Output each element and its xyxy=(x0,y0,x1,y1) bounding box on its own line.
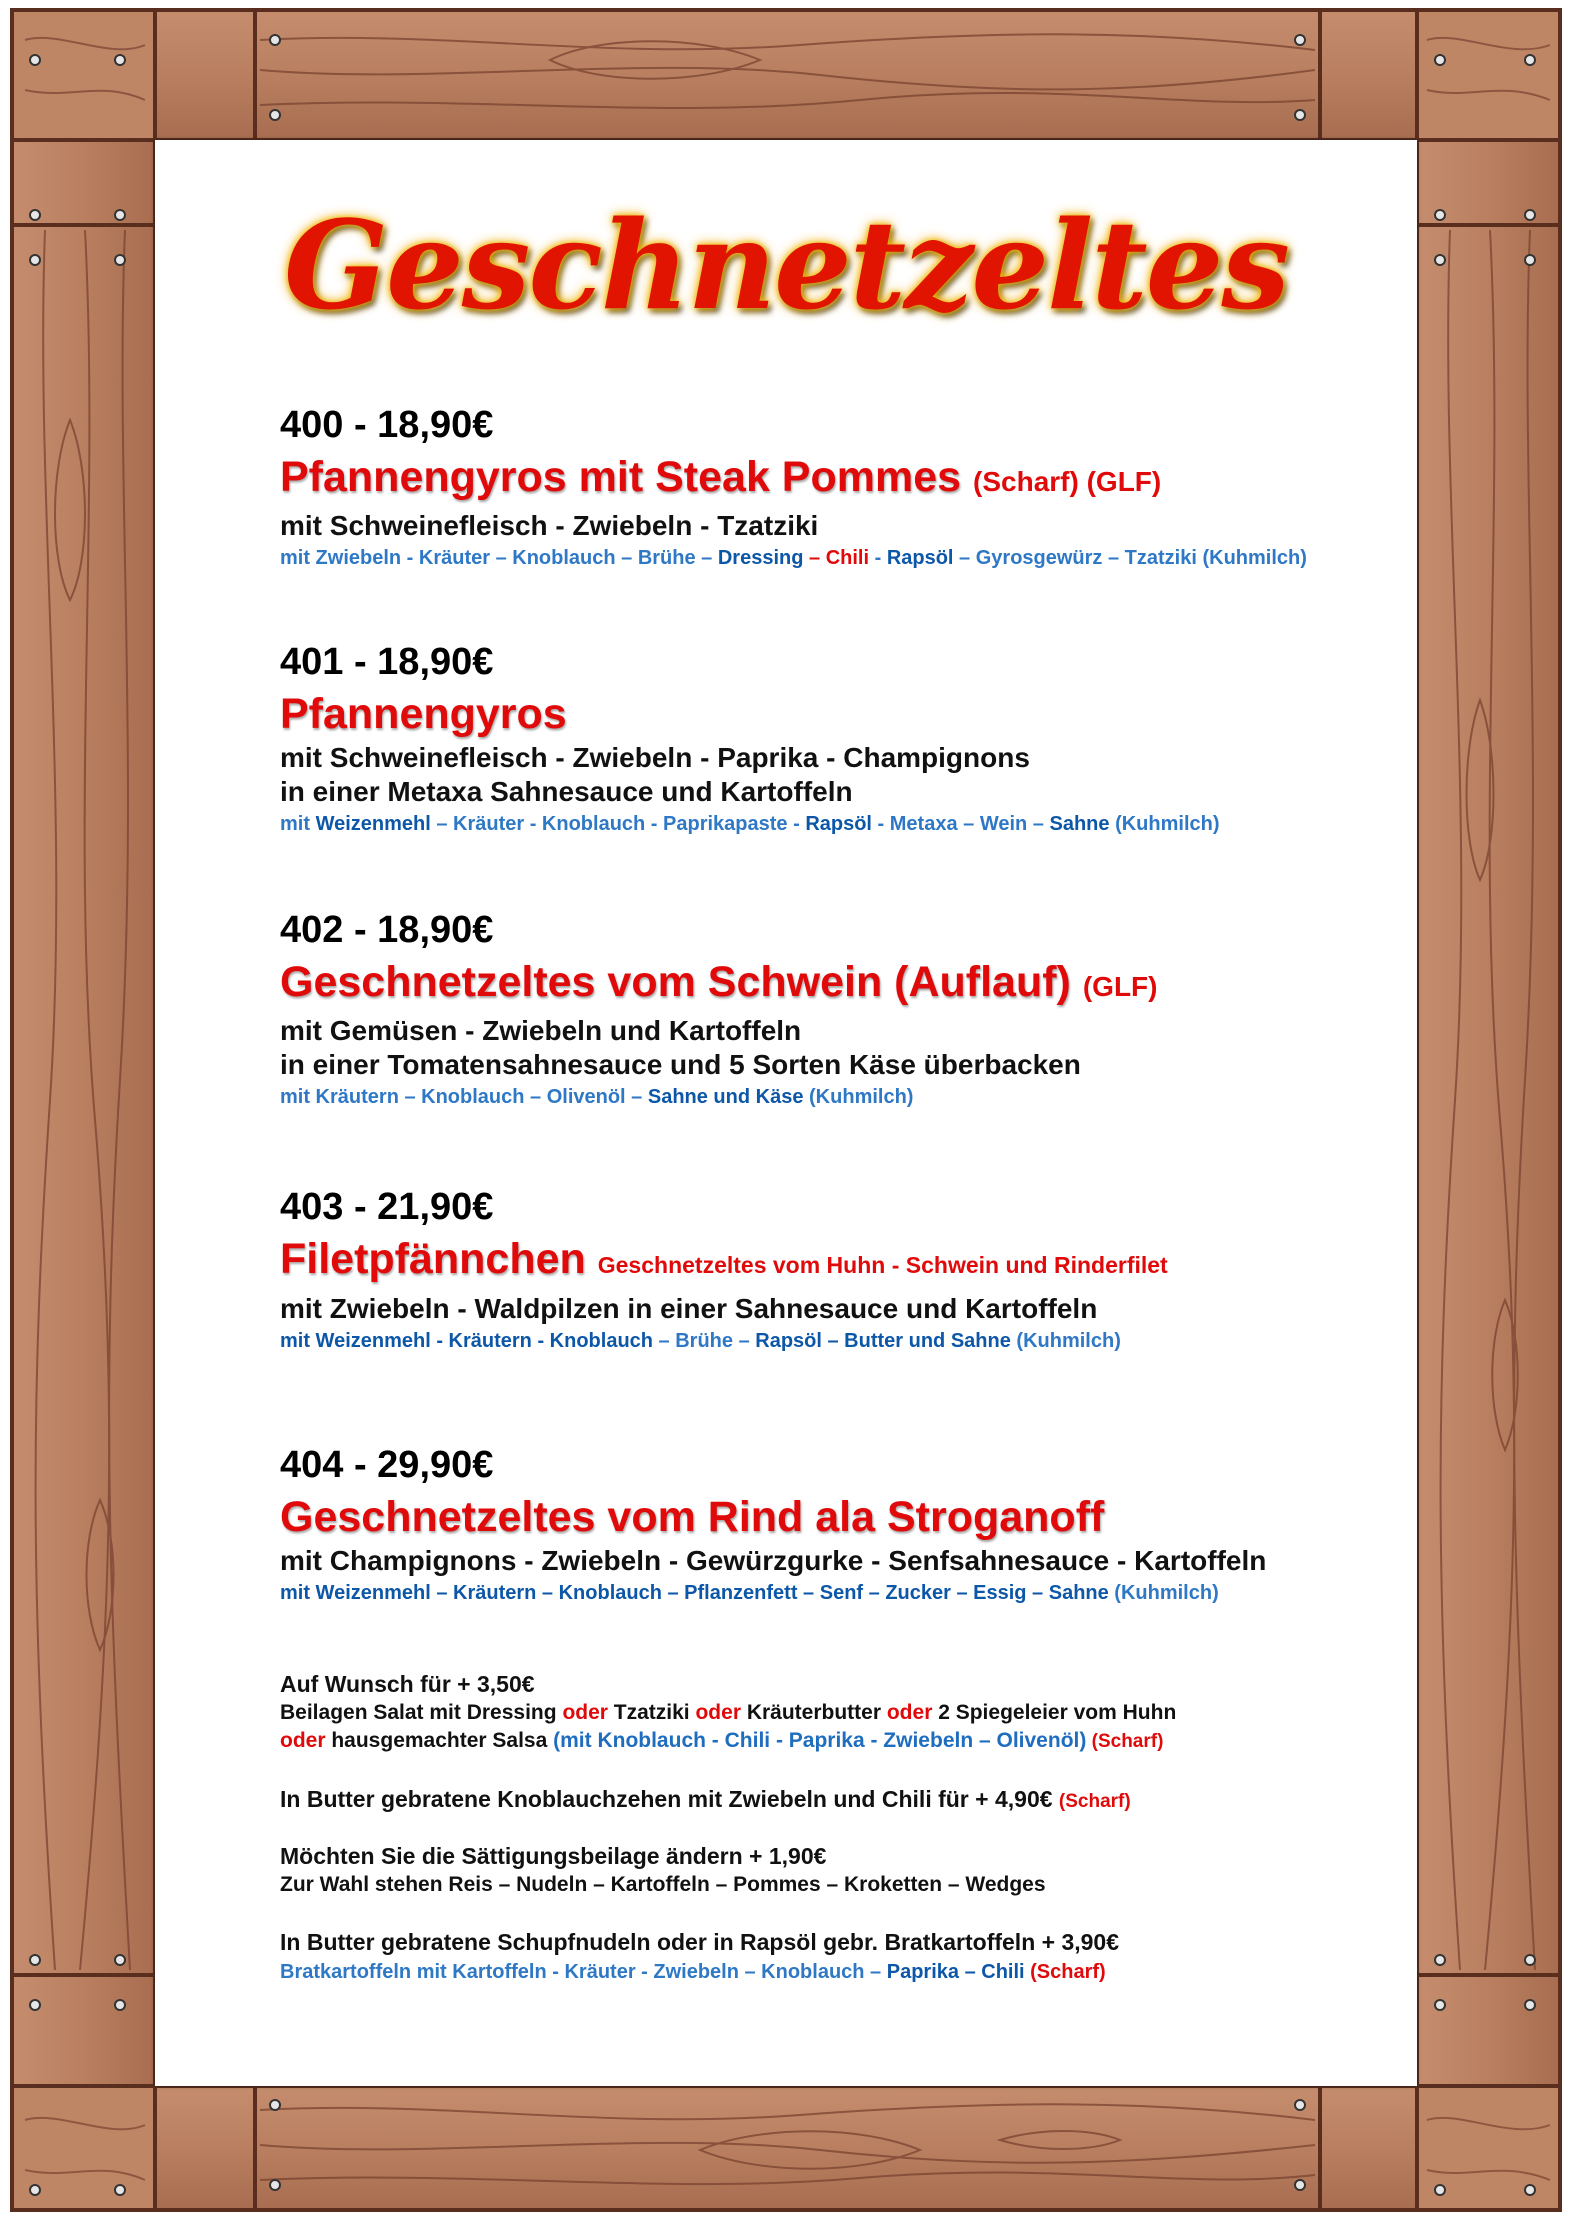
dish-description: mit Schweinefleisch - Zwiebeln - Paprika - Champignons xyxy=(280,742,1030,773)
extra-line: Zur Wahl stehen Reis – Nudeln – Kartoffeln – Pommes – Kroketten – Wedges xyxy=(280,1873,1046,1896)
dish-description: mit Gemüsen - Zwiebeln und Kartoffeln xyxy=(280,1015,802,1046)
dish-number-price: 401 - 18,90€ xyxy=(280,641,494,683)
text-run: Kräuterbutter xyxy=(741,1701,887,1724)
dish-description-2: in einer Tomatensahnesauce und 5 Sorten Käse überbacken xyxy=(280,1049,1081,1080)
text-run: (Kuhmilch) xyxy=(1010,1330,1121,1352)
text-run: – Gyrosgewürz – Tzatziki (Kuhmilch) xyxy=(953,547,1307,569)
dish-name: Filetpfännchen xyxy=(280,1235,586,1283)
text-run: – Kräuter - Knoblauch - Paprikapaste - xyxy=(430,813,806,835)
dish-description: mit Zwiebeln - Waldpilzen in einer Sahnesauce und Kartoffeln xyxy=(280,1293,1098,1324)
dish-ingredients xyxy=(280,1082,1390,1112)
text-run: mit xyxy=(280,813,316,835)
bottom-plank xyxy=(12,2086,1560,2210)
dish-number-price: 402 - 18,90€ xyxy=(280,909,494,951)
extra-heading: Möchten Sie die Sättigungsbeilage ändern + 1,90€ xyxy=(280,1843,827,1869)
dish-400 xyxy=(280,400,1390,573)
dish-ingredients xyxy=(280,809,1390,839)
text-run: Rapsöl – Butter und Sahne xyxy=(755,1330,1011,1352)
text-run: Tzatziki xyxy=(607,1701,696,1724)
dish-403 xyxy=(280,1182,1390,1356)
text-run: (Scharf) xyxy=(1024,1961,1106,1983)
page-title: Geschnetzeltes xyxy=(283,193,1289,337)
dish-number-price: 404 - 29,90€ xyxy=(280,1444,494,1486)
extra-line xyxy=(280,1699,1390,1727)
extra-ingredients xyxy=(280,1957,1390,1987)
text-run: mit Kräutern – Knoblauch – Olivenöl – xyxy=(280,1086,648,1108)
top-plank xyxy=(12,10,1560,140)
extra-knoblauch xyxy=(280,1785,1390,1816)
text-run: Dressing xyxy=(717,547,804,569)
text-run: Sahne xyxy=(1049,813,1110,835)
text-run: - Metaxa – Wein – xyxy=(872,813,1050,835)
text-run: oder xyxy=(886,1701,933,1724)
text-run: oder xyxy=(562,1701,608,1724)
text-run: 2 Spiegeleier vom Huhn xyxy=(932,1701,1177,1724)
dish-name: Geschnetzeltes vom Schwein (Auflauf) xyxy=(280,958,1071,1006)
extra-line-2 xyxy=(280,1727,1390,1756)
text-run: Beilagen Salat mit Dressing xyxy=(280,1701,563,1724)
text-run: (Kuhmilch) xyxy=(1108,1582,1219,1604)
text-run: mit Weizenmehl – Kräutern – Knoblauch – Pflanzenfett – Senf – Zucker – Essig – Sahne xyxy=(280,1582,1109,1604)
dish-401 xyxy=(280,637,1390,839)
dish-404 xyxy=(280,1440,1390,1608)
text-run: (Kuhmilch) xyxy=(1109,813,1220,835)
text-run: - xyxy=(869,547,887,569)
dish-name: Geschnetzeltes vom Rind ala Stroganoff xyxy=(280,1493,1105,1541)
dish-name: Pfannengyros xyxy=(280,690,567,738)
text-run: mit Weizenmehl - Kräutern - Knoblauch xyxy=(280,1330,653,1352)
text-run: In Butter gebratene Knoblauchzehen mit Zwiebeln und Chili für + 4,90€ xyxy=(280,1786,1059,1812)
text-run: (Scharf) xyxy=(1086,1731,1164,1752)
dish-402 xyxy=(280,905,1390,1112)
text-run: Sahne und Käse xyxy=(647,1086,804,1108)
dish-number-price: 403 - 21,90€ xyxy=(280,1186,494,1228)
text-run: (Kuhmilch) xyxy=(803,1086,914,1108)
dish-description-2: in einer Metaxa Sahnesauce und Kartoffeln xyxy=(280,776,853,807)
text-run: – Chili xyxy=(803,547,870,569)
text-run: Weizenmehl xyxy=(315,813,431,835)
dish-name: Pfannengyros mit Steak Pommes xyxy=(280,453,962,501)
extra-beilage xyxy=(280,1842,1390,1899)
dish-ingredients xyxy=(280,543,1390,573)
text-run: oder xyxy=(280,1729,326,1752)
extra-heading xyxy=(280,1785,1390,1816)
text-run: oder xyxy=(695,1701,741,1724)
text-run: mit Zwiebeln - Kräuter – Knoblauch – Brühe – xyxy=(280,547,718,569)
extra-heading: Auf Wunsch für + 3,50€ xyxy=(280,1671,535,1697)
right-plank xyxy=(1417,10,1560,2210)
text-run: Rapsöl xyxy=(886,547,954,569)
text-run: hausgemachter Salsa xyxy=(325,1729,554,1752)
dish-tag: (GLF) xyxy=(1082,971,1158,1002)
left-plank xyxy=(12,10,155,2210)
dish-number-price: 400 - 18,90€ xyxy=(280,404,494,446)
dish-tag: (Scharf) (GLF) xyxy=(973,466,1162,497)
text-run: (mit Knoblauch - Chili - Paprika - Zwiebeln – Olivenöl) xyxy=(553,1729,1087,1752)
text-run: Bratkartoffeln mit Kartoffeln - Kräuter - Zwiebeln – Knoblauch – xyxy=(280,1961,887,1983)
dish-description: mit Schweinefleisch - Zwiebeln - Tzatziki xyxy=(280,510,819,541)
text-run: (Scharf) xyxy=(1058,1791,1131,1812)
dish-ingredients xyxy=(280,1326,1390,1356)
dish-tag: Geschnetzeltes vom Huhn - Schwein und Rinderfilet xyxy=(597,1252,1168,1278)
extra-schupfnudeln xyxy=(280,1928,1390,1987)
text-run: Rapsöl xyxy=(805,813,872,835)
text-run: Paprika – Chili xyxy=(886,1961,1025,1983)
dish-description: mit Champignons - Zwiebeln - Gewürzgurke - Senfsahnesauce - Kartoffeln xyxy=(280,1545,1267,1576)
extra-heading: In Butter gebratene Schupfnudeln oder in Rapsöl gebr. Bratkartoffeln + 3,90€ xyxy=(280,1929,1120,1955)
text-run: – Brühe – xyxy=(653,1330,756,1352)
dish-ingredients xyxy=(280,1578,1390,1608)
extra-wunsch xyxy=(280,1670,1390,1756)
